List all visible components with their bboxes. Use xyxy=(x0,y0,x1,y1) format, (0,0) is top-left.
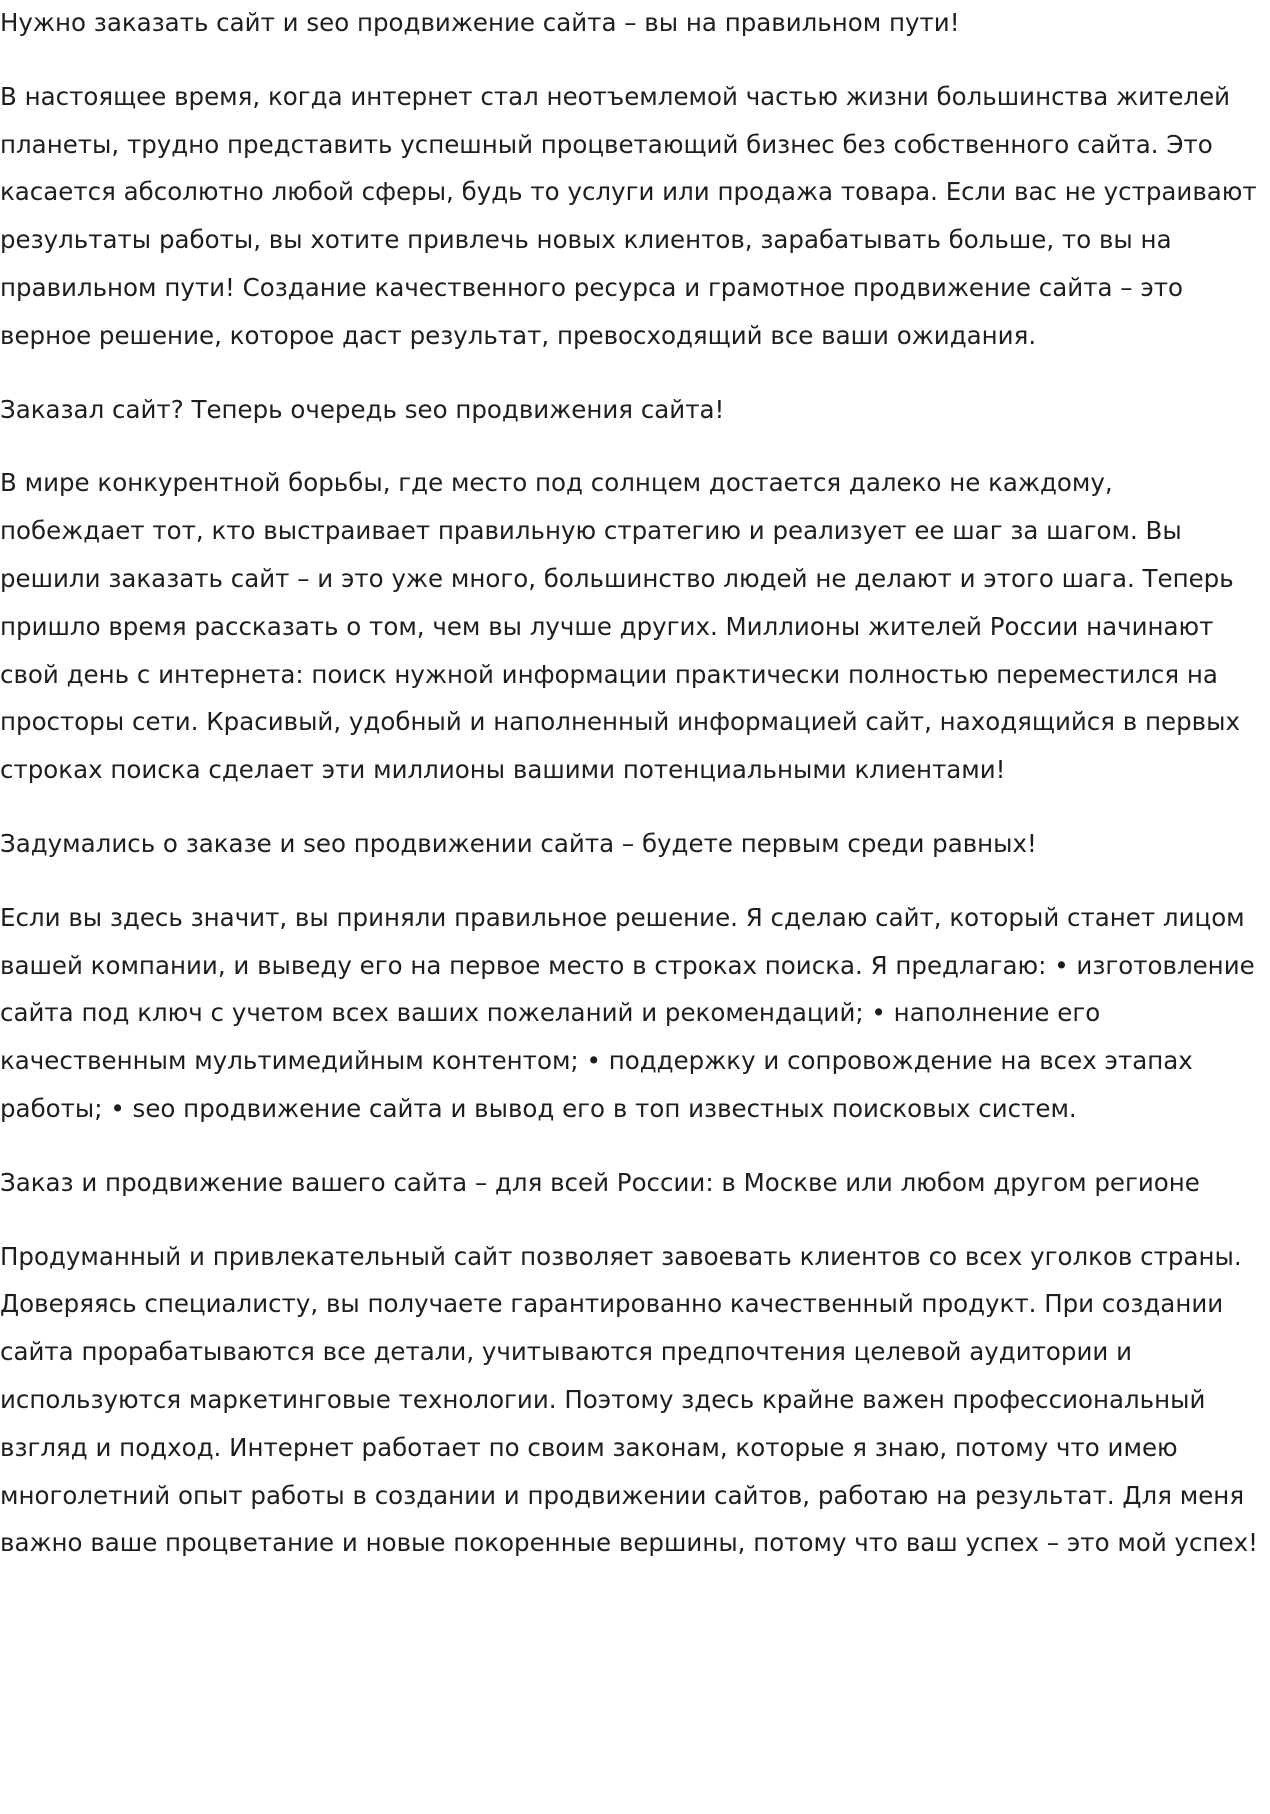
section-heading-order-site: Нужно заказать сайт и seo продвижение сайта – вы на правильном пути! xyxy=(0,8,960,37)
section-heading-first-among-equals: Задумались о заказе и seo продвижении сайта – будете первым среди равных! xyxy=(0,828,1037,858)
section-heading-seo-turn: Заказал сайт? Теперь очередь seo продвижения сайта! xyxy=(0,394,725,424)
paragraph-offer: Если вы здесь значит, вы приняли правильное решение. Я сделаю сайт, который станет лицом вашей компании, и выведу его на первое место в строках поиска. Я предлагаю: • изготовление сайта под ключ с учетом всех ваших пожеланий и рекомендаций; • наполнение его качественным мультимедийным контентом; • поддержку и сопровождение на всех этапах работы; • seo продвижение сайта и вывод его в топ известных поисковых систем. xyxy=(0,902,1255,1123)
section-heading-all-russia: Заказ и продвижение вашего сайта – для всей России: в Москве или любом другом регионе xyxy=(0,1167,1200,1197)
paragraph-competition: В мире конкурентной борьбы, где место под солнцем достается далеко не каждому, побеждает тот, кто выстраивает правильную стратегию и реализует ее шаг за шагом. Вы решили заказать сайт – и это уже много, большинство людей не делают и этого шага. Теперь пришло время рассказать о том, чем вы лучше других. Миллионы жителей России начинают свой день с интернета: поиск нужной информации практически полностью переместился на просторы сети. Красивый, удобный и наполненный информацией сайт, находящийся в первых строках поиска сделает эти миллионы вашими потенциальными клиентами! xyxy=(0,468,1240,785)
paragraph-expertise: Продуманный и привлекательный сайт позволяет завоевать клиентов со всех уголков страны. Доверяясь специалисту, вы получаете гарантированно качественный продукт. При создании сайта прорабатываются все детали, учитываются предпочтения целевой аудитории и используются маркетинговые технологии. Поэтому здесь крайне важен профессиональный взгляд и подход. Интернет работает по своим законам, которые я знаю, потому что имею многолетний опыт работы в создании и продвижении сайтов, работаю на результат. Для меня важно ваше процветание и новые покоренные вершины, потому что ваш успех – это мой успех! xyxy=(0,1241,1258,1558)
paragraph-intro: В настоящее время, когда интернет стал неотъемлемой частью жизни большинства жителей планеты, трудно представить успешный процветающий бизнес без собственного сайта. Это касается абсолютно любой сферы, будь то услуги или продажа товара. Если вас не устраивают результаты работы, вы хотите привлечь новых клиентов, зарабатывать больше, то вы на правильном пути! Создание качественного ресурса и грамотное продвижение сайта – это верное решение, которое даст результат, превосходящий все ваши ожидания. xyxy=(0,81,1257,350)
